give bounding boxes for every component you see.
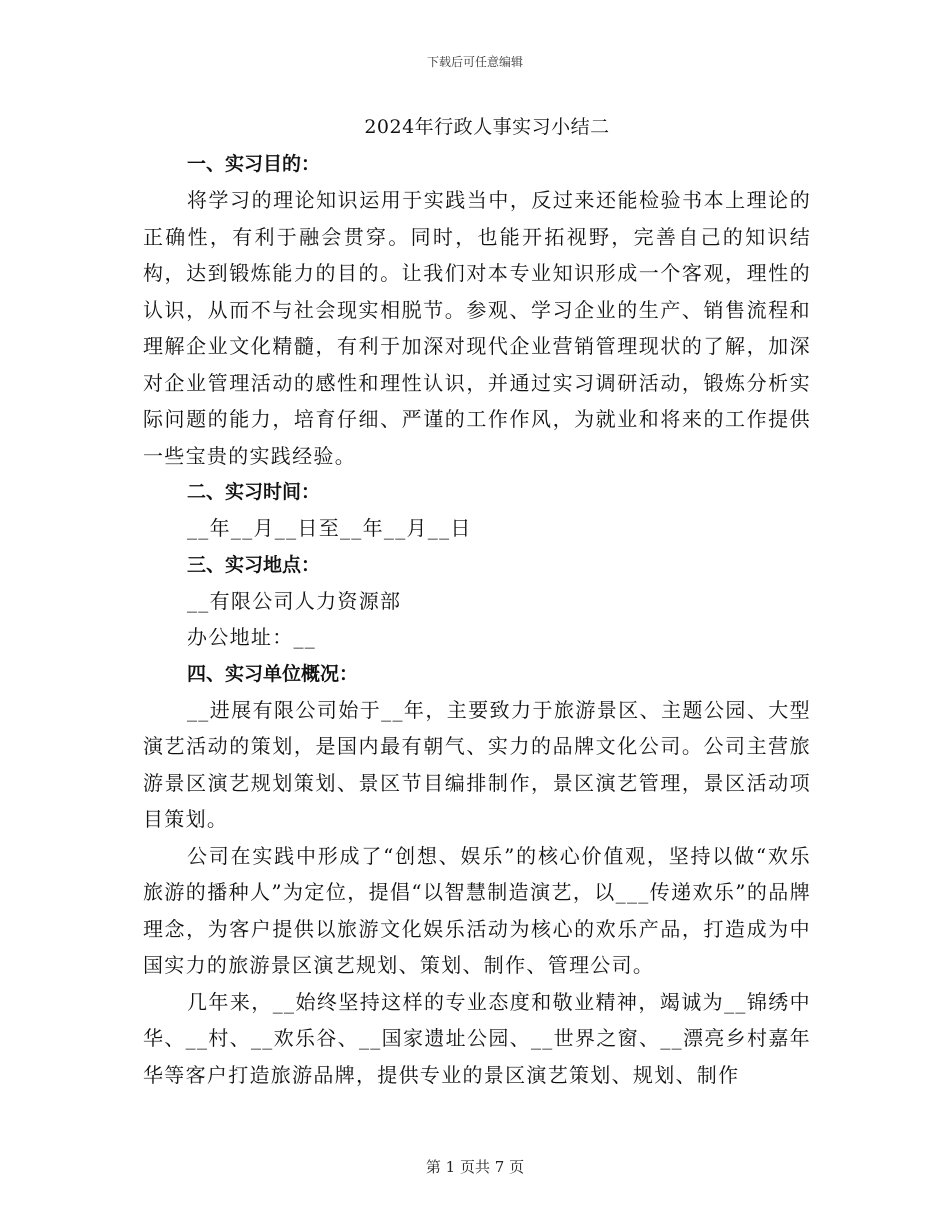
internship-company: __有限公司人力资源部 [187, 588, 402, 613]
document-body [143, 112, 811, 1093]
internship-dates: __年__月__日至__年__月__日 [187, 516, 472, 540]
purpose-paragraph: 将学习的理论知识运用于实践当中，反过来还能检验书本上理论的正确性，有利于融会贯穿。同时，也能开拓视野，完善自己的知识结构，达到锻炼能力的目的。让我们对本专业知识形成一个客观，理性的认识，从而不与社会现实相脱节。参观、学习企业的生产、销售流程和理解企业文化精髓，有利于加深对现代企业营销管理现状的了解，加深对企业管理活动的感性和理性认识，并通过实习调研活动，锻炼分析实际问题的能力，培育仔细、严谨的工作作风，为就业和将来的工作提供一些宝贵的实践经验。 [143, 188, 811, 468]
overview-paragraph-2: 公司在实践中形成了“创想、娱乐”的核心价值观，坚持以做“欢乐旅游的播种人”为定位，提倡“以智慧制造演艺，以___传递欢乐”的品牌理念，为客户提供以旅游文化娱乐活动为核心的欢乐产品，打造成为中国实力的旅游景区演艺规划、策划、制作、管理公司。 [143, 843, 811, 977]
page-header-note: 下载后可任意编辑 [426, 55, 523, 69]
document-title: 2024年行政人事实习小结二 [364, 116, 610, 138]
section-heading-company-overview: 四、实习单位概况： [187, 662, 359, 685]
section-heading-location: 三、实习地点： [187, 553, 321, 576]
overview-paragraph-1: __进展有限公司始于__年，主要致力于旅游景区、主题公园、大型演艺活动的策划，是国内最有朝气、实力的品牌文化公司。公司主营旅游景区演艺规划策划、景区节目编排制作，景区演艺管理，景区活动项目策划。 [143, 697, 811, 831]
section-heading-purpose: 一、实习目的： [187, 153, 321, 175]
page-number: 第 1 页共 7 页 [425, 1158, 525, 1176]
overview-paragraph-3: 几年来，__始终坚持这样的专业态度和敬业精神，竭诚为__锦绣中华、__村、__欢乐谷、__国家遗址公园、__世界之窗、__漂亮乡村嘉年华等客户打造旅游品牌，提供专业的景区演艺策划、规划、制作 [143, 989, 811, 1087]
section-heading-time: 二、实习时间： [187, 481, 321, 503]
office-address: 办公地址：__ [187, 625, 317, 649]
